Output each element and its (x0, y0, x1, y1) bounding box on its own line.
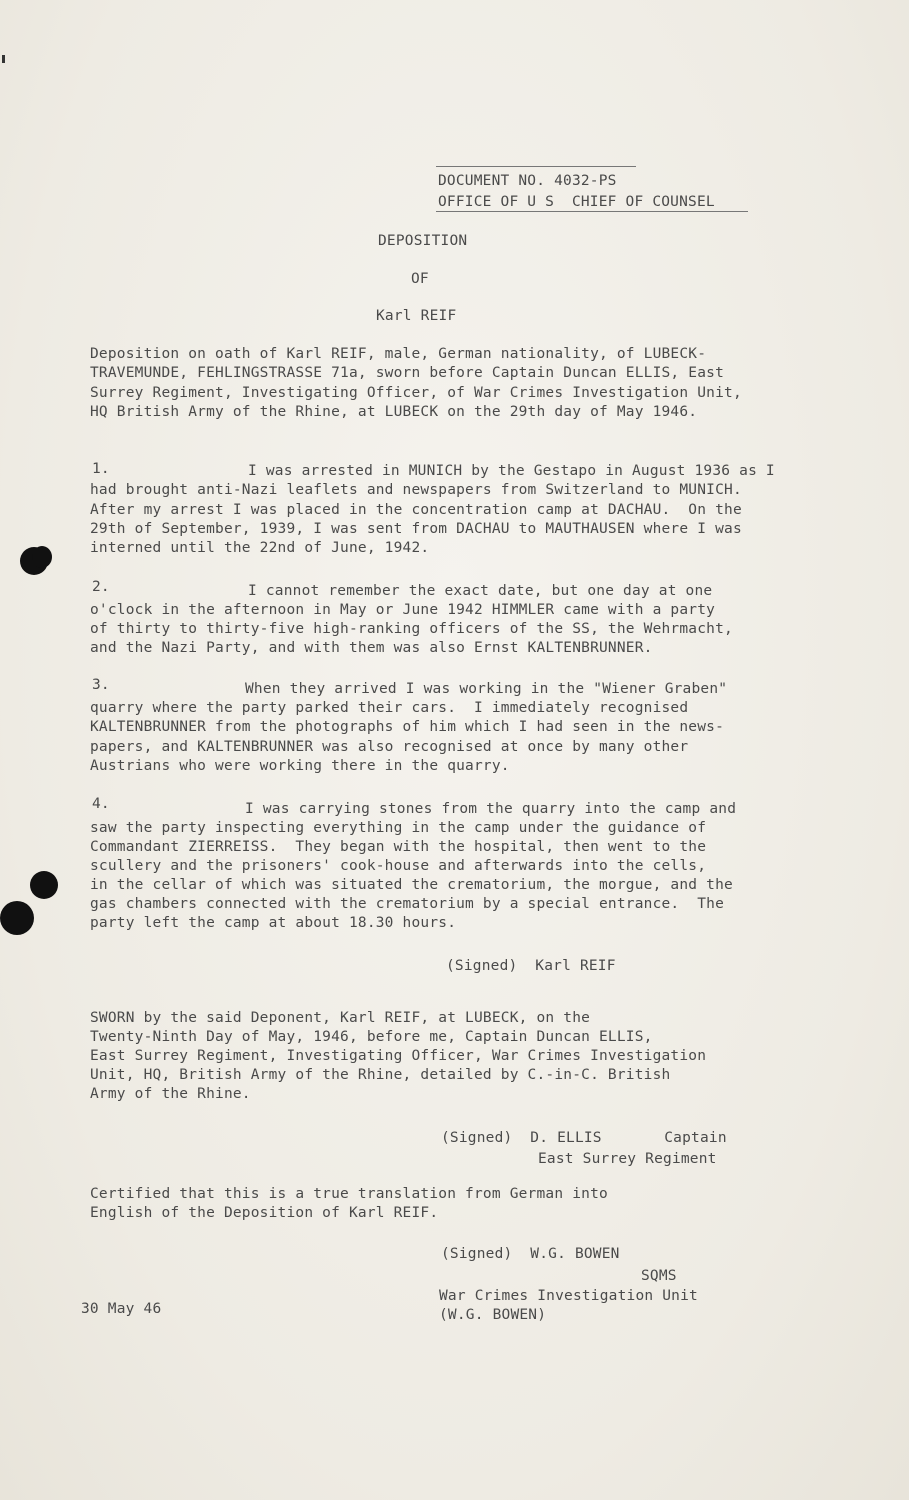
paragraph-line: I was arrested in MUNICH by the Gestapo in August 1936 as I (248, 463, 775, 479)
paragraph-line: had brought anti-Nazi leaflets and newspapers from Switzerland to MUNICH. (90, 482, 742, 498)
paragraph-line: scullery and the prisoners' cook-house and afterwards into the cells, (90, 858, 707, 874)
paragraph-number: 2. (92, 579, 110, 595)
punch-hole (30, 871, 58, 899)
paragraph-line: KALTENBRUNNER from the photographs of him which I had seen in the news- (90, 719, 725, 735)
paragraph-number: 4. (92, 796, 110, 812)
paragraph-line: in the cellar of which was situated the crematorium, the morgue, and the (90, 877, 733, 893)
paragraph-number: 1. (92, 461, 110, 477)
officer-signature: (Signed) D. ELLIS Captain (441, 1130, 727, 1146)
sworn-line: SWORN by the said Deponent, Karl REIF, at LUBECK, on the (90, 1010, 591, 1026)
paragraph-line: papers, and KALTENBRUNNER was also recognised at once by many other (90, 739, 689, 755)
paragraph-line: When they arrived I was working in the "Wiener Graben" (245, 681, 728, 697)
paragraph-line: quarry where the party parked their cars. I immediately recognised (90, 700, 689, 716)
title-of: OF (411, 271, 429, 287)
header-rule-bottom (436, 211, 748, 212)
paragraph-line: gas chambers connected with the crematorium by a special entrance. The (90, 896, 725, 912)
document-number: DOCUMENT NO. 4032-PS (438, 173, 617, 189)
translator-unit: War Crimes Investigation Unit (439, 1288, 698, 1304)
paragraph-line: After my arrest I was placed in the concentration camp at DACHAU. On the (90, 502, 742, 518)
officer-regiment: East Surrey Regiment (538, 1151, 717, 1167)
paragraph-line: interned until the 22nd of June, 1942. (90, 540, 430, 556)
paragraph-line: party left the camp at about 18.30 hours. (90, 915, 457, 931)
paragraph-line: of thirty to thirty-five high-ranking officers of the SS, the Wehrmacht, (90, 621, 733, 637)
punch-hole-smudge (32, 546, 52, 568)
paragraph-line: 29th of September, 1939, I was sent from DACHAU to MAUTHAUSEN where I was (90, 521, 742, 537)
paragraph-line: I was carrying stones from the quarry into the camp and (245, 801, 737, 817)
certificate-line: Certified that this is a true translation from German into (90, 1186, 608, 1202)
sworn-line: Twenty-Ninth Day of May, 1946, before me, Captain Duncan ELLIS, (90, 1029, 653, 1045)
paragraph-line: Commandant ZIERREISS. They began with the hospital, then went to the (90, 839, 707, 855)
deponent-signature: (Signed) Karl REIF (446, 958, 616, 974)
intro-line: Deposition on oath of Karl REIF, male, German nationality, of LUBECK- (90, 346, 707, 362)
paragraph-line: I cannot remember the exact date, but one day at one (248, 583, 713, 599)
intro-line: HQ British Army of the Rhine, at LUBECK on the 29th day of May 1946. (90, 404, 698, 420)
paragraph-line: and the Nazi Party, and with them was also Ernst KALTENBRUNNER. (90, 640, 653, 656)
document-date: 30 May 46 (81, 1301, 162, 1317)
intro-line: Surrey Regiment, Investigating Officer, of War Crimes Investigation Unit, (90, 385, 742, 401)
deposition-title: DEPOSITION (378, 233, 468, 249)
intro-line: TRAVEMUNDE, FEHLINGSTRASSE 71a, sworn before Captain Duncan ELLIS, East (90, 365, 725, 381)
translator-signature: (Signed) W.G. BOWEN (441, 1246, 620, 1262)
page-edge-mark (2, 55, 5, 63)
deponent-name: Karl REIF (376, 308, 457, 324)
translator-name: (W.G. BOWEN) (439, 1307, 547, 1323)
punch-hole (0, 901, 34, 935)
sworn-line: Army of the Rhine. (90, 1086, 251, 1102)
certificate-line: English of the Deposition of Karl REIF. (90, 1205, 439, 1221)
translator-rank: SQMS (641, 1268, 677, 1284)
office-heading: OFFICE OF U S CHIEF OF COUNSEL (438, 194, 715, 210)
sworn-line: Unit, HQ, British Army of the Rhine, detailed by C.-in-C. British (90, 1067, 671, 1083)
paragraph-line: Austrians who were working there in the quarry. (90, 758, 510, 774)
paragraph-line: saw the party inspecting everything in the camp under the guidance of (90, 820, 707, 836)
paragraph-line: o'clock in the afternoon in May or June 1942 HIMMLER came with a party (90, 602, 716, 618)
paragraph-number: 3. (92, 677, 110, 693)
header-rule-top (436, 166, 636, 167)
sworn-line: East Surrey Regiment, Investigating Officer, War Crimes Investigation (90, 1048, 707, 1064)
